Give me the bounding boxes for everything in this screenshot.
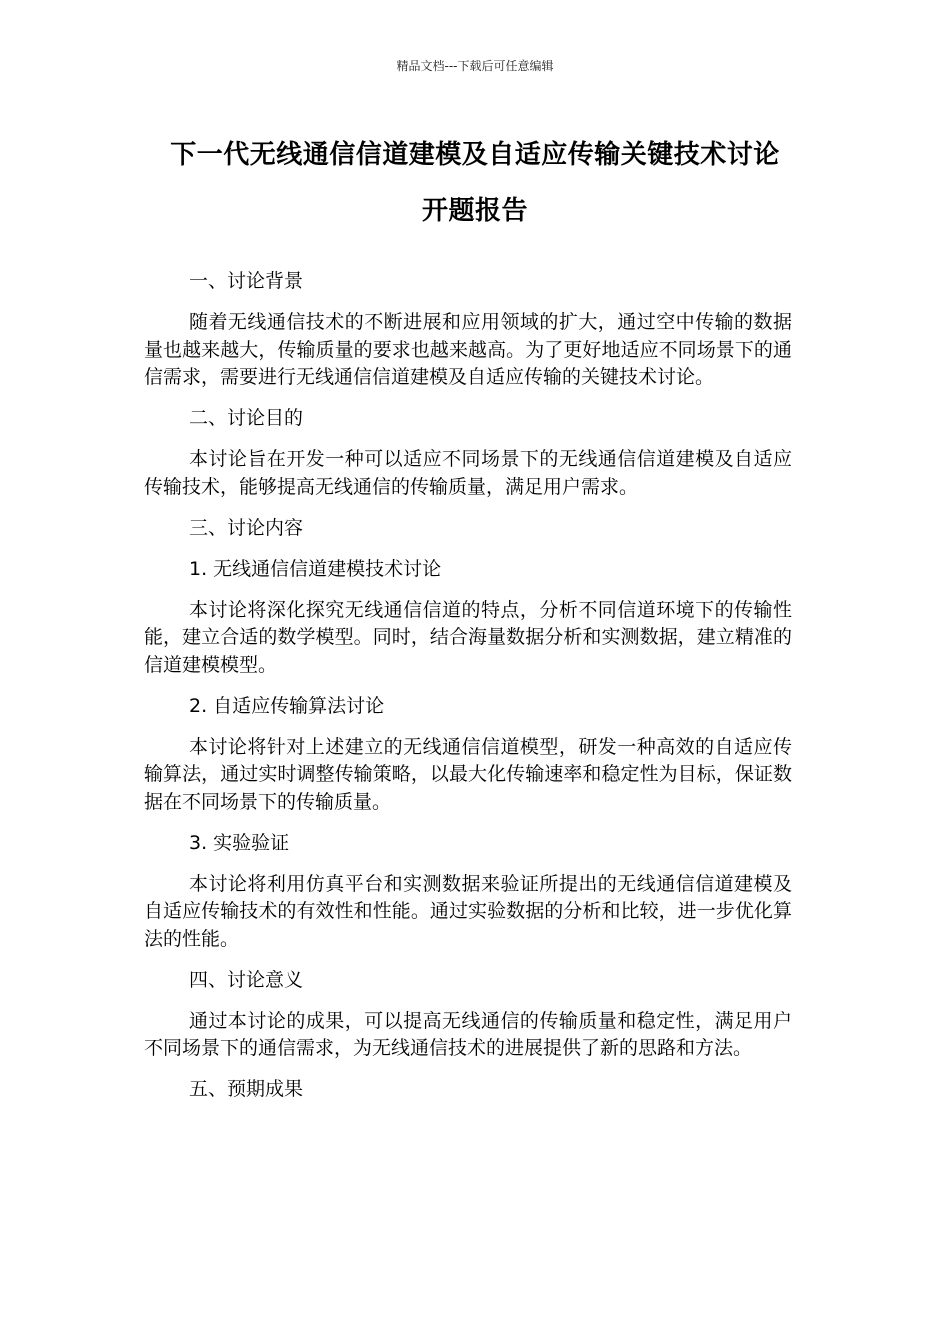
subsection-heading-adaptive-algorithm: 2. 自适应传输算法讨论 (189, 694, 385, 717)
subsection-text-experiment: 本讨论将利用仿真平台和实测数据来验证所提出的无线通信信道建模及自适应传输技术的有效性和性能。通过实验数据的分析和比较，进一步优化算法的性能。 (144, 872, 792, 950)
section-heading-background: 一、讨论背景 (189, 270, 304, 292)
header-note: 精品文档---下载后可任意编辑 (396, 59, 554, 73)
subsection-heading-experiment: 3. 实验验证 (189, 831, 290, 854)
section-heading-purpose: 二、讨论目的 (189, 407, 304, 429)
section-heading-outcomes: 五、预期成果 (189, 1078, 304, 1100)
document-body (144, 268, 792, 1117)
subsection-text-channel-modeling: 本讨论将深化探究无线通信信道的特点，分析不同信道环境下的传输性能，建立合适的数学模型。同时，结合海量数据分析和实测数据，建立精准的信道建模模型。 (144, 598, 792, 676)
subsection-text-adaptive-algorithm: 本讨论将针对上述建立的无线通信信道模型，研发一种高效的自适应传输算法，通过实时调整传输策略，以最大化传输速率和稳定性为目标，保证数据在不同场景下的传输质量。 (144, 735, 792, 813)
subsection-heading-channel-modeling: 1. 无线通信信道建模技术讨论 (189, 557, 442, 580)
section-text-significance: 通过本讨论的成果，可以提高无线通信的传输质量和稳定性，满足用户不同场景下的通信需求，为无线通信技术的进展提供了新的思路和方法。 (144, 1009, 792, 1059)
document-title-line-2: 开题报告 (421, 196, 528, 226)
document-title-line-1: 下一代无线通信信道建模及自适应传输关键技术讨论 (170, 140, 780, 170)
section-heading-significance: 四、讨论意义 (189, 968, 304, 991)
section-text-purpose: 本讨论旨在开发一种可以适应不同场景下的无线通信信道建模及自适应传输技术，能够提高无线通信的传输质量，满足用户需求。 (144, 448, 792, 498)
section-heading-content: 三、讨论内容 (189, 516, 304, 539)
section-text-background: 随着无线通信技术的不断进展和应用领域的扩大，通过空中传输的数据量也越来越大，传输质量的要求也越来越高。为了更好地适应不同场景下的通信需求，需要进行无线通信信道建模及自适应传输的关键技术讨论。 (144, 311, 792, 388)
